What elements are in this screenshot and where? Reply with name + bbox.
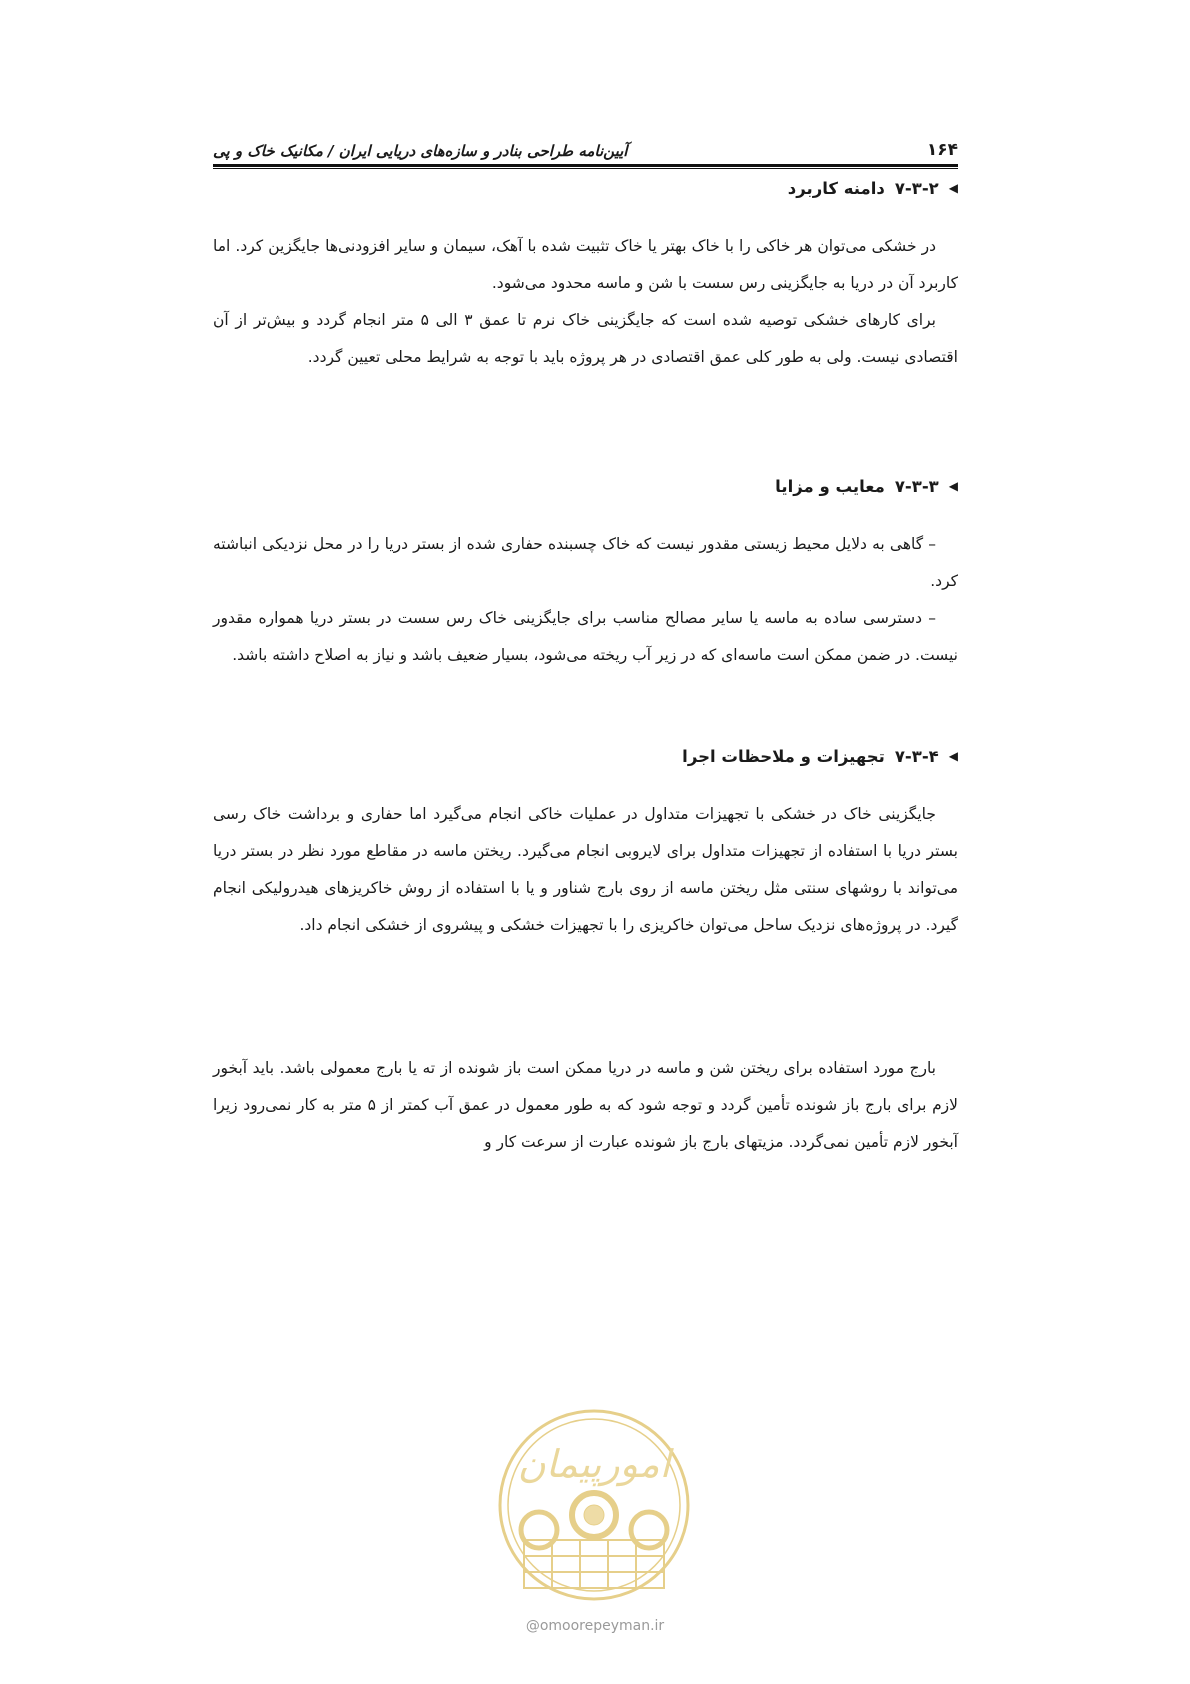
running-header — [213, 126, 958, 160]
paragraph: برای کارهای خشکی توصیه شده است که جایگزینی خاک نرم تا عمق ۳ الی ۵ متر انجام گردد و بیش‌تر از آن اقتصادی نیست. ولی به طور کلی عمق اقتصادی در هر پروژه باید با توجه به شرایط محلی تعیین گردد. — [213, 311, 958, 366]
paragraph: بارج مورد استفاده برای ریختن شن و ماسه در دریا ممکن است باز شونده از ته یا بارج معمولی باشد. باید آبخور لازم برای بارج باز شونده تأمین گردد و توجه شود که به طور معمول در عمق آب کمتر از ۵ متر به کار نمی‌رود زیرا آبخور لازم تأمین نمی‌گردد. مزیتهای بارج باز شونده عبارت از سرعت کار و — [213, 1059, 958, 1151]
section-title: دامنه کاربرد — [787, 178, 885, 198]
page-number: ۱۶۴ — [926, 140, 958, 160]
section-number: ۷-۳-۳ — [894, 476, 939, 496]
paragraph: در خشکی می‌توان هر خاکی را با خاک بهتر یا خاک تثبیت شده با آهک، سیمان و سایر افزودنی‌ها جایگزین کرد. اما کاربرد آن در دریا به جایگزینی رس سست با شن و ماسه محدود می‌شود. — [213, 237, 958, 292]
section-number: ۷-۳-۴ — [894, 746, 939, 766]
section-heading-7-3-4 — [218, 740, 958, 772]
triangle-left-icon: ◀ — [948, 479, 958, 493]
section-title: معایب و مزایا — [775, 476, 885, 496]
svg-text:امورپیمان: امورپیمان — [517, 1442, 671, 1486]
section-number: ۷-۳-۲ — [894, 178, 939, 198]
running-header-title: آیین‌نامه طراحی بنادر و سازه‌های دریایی ایران / مکانیک خاک و پی — [213, 142, 628, 160]
section-title: تجهیزات و ملاحظات اجرا — [682, 746, 885, 766]
paragraph: – دسترسی ساده به ماسه یا سایر مصالح مناسب برای جایگزینی خاک رس سست در بستر دریا همواره مقدور نیست. در ضمن ممکن است ماسه‌ای که در زیر آب ریخته می‌شود، بسیار ضعیف باشد و نیاز به اصلاح داشته باشد. — [213, 609, 958, 664]
paragraph: جایگزینی خاک در خشکی با تجهیزات متداول در عملیات خاکی انجام می‌گیرد اما حفاری و برداشت خاک رسی بستر دریا با استفاده از تجهیزات متداول برای لایروبی انجام می‌گیرد. ریختن ماسه در مقاطع مورد نظر در بستر دریا می‌تواند با روشهای سنتی مثل ریختن ماسه از روی بارج شناور و یا با استفاده از روش خاکریزهای هیدرولیکی انجام گیرد. در پروژه‌های نزدیک ساحل می‌توان خاکریزی را با تجهیزات خشکی و پیشروی از خشکی انجام داد. — [213, 805, 958, 934]
paragraph: – گاهی به دلایل محیط زیستی مقدور نیست که خاک چسبنده حفاری شده از بستر دریا را در محل نزدیکی انباشته کرد. — [213, 535, 958, 590]
watermark-url: @omoorepeyman.ir — [525, 1618, 665, 1634]
at-icon: @ — [525, 1618, 540, 1634]
header-rule — [213, 164, 958, 169]
watermark-seal-logo — [494, 1405, 694, 1610]
section-heading-7-3-2 — [218, 172, 958, 204]
triangle-left-icon: ◀ — [948, 749, 958, 763]
section-heading-7-3-3 — [218, 470, 958, 502]
triangle-left-icon: ◀ — [948, 181, 958, 195]
